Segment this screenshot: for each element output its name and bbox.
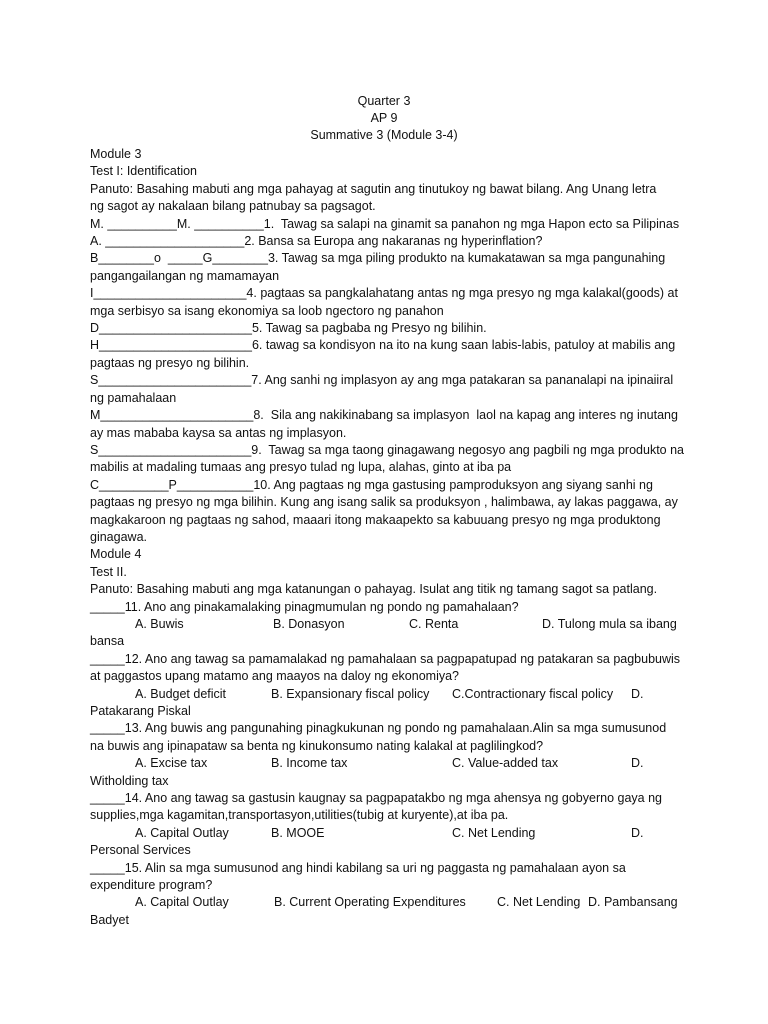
choice-c: C. Value-added tax: [452, 756, 559, 771]
choice-b: B. Income tax: [271, 756, 348, 771]
choice-a: A. Budget deficit: [135, 686, 227, 701]
choice-d: D.: [631, 686, 644, 701]
choices-row: [90, 894, 680, 911]
choice-a: A. Capital Outlay: [135, 895, 229, 910]
choice-continuation: Badyet: [90, 912, 129, 927]
choice-b: B. Current Operating Expenditures: [274, 895, 466, 910]
identification-line: pagtaas ng presyo ng mga bilihin. Kung ang isang salik sa produksyon , halimbawa, ay lakas paggawa, ay: [90, 495, 678, 510]
identification-line: H______________________6. tawag sa kondisyon na ito na kung saan labis-labis, patuloy at mabilis ang: [90, 338, 676, 353]
question-stem: na buwis ang ipinapataw sa benta ng kinukonsumo nating kalakal at paglilingkod?: [90, 738, 544, 753]
worksheet-body: [90, 146, 685, 929]
module3-heading: Module 3: [90, 147, 142, 161]
identification-line: M. __________M. __________1. Tawag sa salapi na ginamit sa panahon ng mga Hapon ecto sa Pilipinas: [90, 216, 680, 231]
choice-continuation: Patakarang Piskal: [90, 703, 191, 718]
choice-d: D.: [631, 825, 644, 840]
test2-heading: Test II.: [90, 564, 127, 579]
choice-a: A. Excise tax: [135, 756, 208, 771]
choice-d: D. Pambansang: [588, 895, 678, 910]
choice-c: C. Net Lending: [452, 825, 536, 840]
question-stem: expenditure program?: [90, 878, 213, 892]
choices-row: [90, 755, 680, 772]
module4-heading: Module 4: [90, 547, 142, 562]
choices-row: [90, 616, 680, 633]
choice-d: D. Tulong mula sa ibang: [542, 616, 677, 631]
test1-instructions-line1: Panuto: Basahing mabuti ang mga pahayag at sagutin ang tinutukoy ng bawat bilang. Ang Unang letra: [90, 181, 657, 196]
identification-line: pangangailangan ng mamamayan: [90, 268, 280, 283]
choice-d: D.: [631, 756, 644, 771]
choice-c: C. Net Lending: [497, 895, 581, 910]
choice-continuation: Witholding tax: [90, 773, 169, 788]
identification-line: B________o _____G________3. Tawag sa mga piling produkto na kumakatawan sa mga pangunahing: [90, 251, 666, 266]
choice-a: A. Buwis: [135, 616, 184, 631]
identification-line: S______________________9. Tawag sa mga taong ginagawang negosyo ang pagbili ng mga produkto na: [90, 442, 685, 457]
quarter-heading: Quarter 3: [357, 94, 411, 108]
identification-line: ay mas mababa kaysa sa antas ng implasyon.: [90, 425, 347, 440]
summative-heading: Summative 3 (Module 3-4): [310, 128, 458, 142]
choice-continuation: bansa: [90, 634, 125, 649]
identification-line: S______________________7. Ang sanhi ng implasyon ay ang mga patakaran sa pananalapi na ipinaiiral: [90, 373, 674, 388]
question-stem: _____12. Ano ang tawag sa pamamalakad ng pamahalaan sa pagpapatupad ng patakaran sa pagbubuwis: [90, 651, 681, 666]
choice-c: C.Contractionary fiscal policy: [452, 686, 614, 701]
choice-b: B. MOOE: [271, 825, 325, 840]
question-stem: _____11. Ano ang pinakamalaking pinagmumulan ng pondo ng pamahalaan?: [90, 599, 519, 614]
test2-instructions: Panuto: Basahing mabuti ang mga katanungan o pahayag. Isulat ang titik ng tamang sagot sa patlang.: [90, 582, 658, 597]
identification-line: mga serbisyo sa isang ekonomiya sa loob ngectoro ng panahon: [90, 303, 444, 318]
choices-row: [90, 686, 680, 703]
question-stem: _____15. Alin sa mga sumusunod ang hindi kabilang sa uri ng paggasta ng pamahalaan ayon sa: [90, 860, 626, 875]
test1-heading: Test I: Identification: [90, 164, 198, 179]
identification-line: D______________________5. Tawag sa pagbaba ng Presyo ng bilihin.: [90, 321, 487, 336]
identification-line: pagtaas ng presyo ng bilihin.: [90, 355, 250, 370]
subject-heading: AP 9: [370, 111, 398, 125]
question-stem: supplies,mga kagamitan,transportasyon,utilities(tubig at kuryente),at iba pa.: [90, 808, 509, 823]
identification-line: ng pamahalaan: [90, 390, 177, 405]
question-stem: _____13. Ang buwis ang pangunahing pinagkukunan ng pondo ng pamahalaan.Alin sa mga sumusunod: [90, 721, 667, 736]
identification-line: A. ____________________2. Bansa sa Europa ang nakaranas ng hyperinflation?: [90, 234, 543, 249]
choice-continuation: Personal Services: [90, 843, 191, 858]
identification-line: ginagawa.: [90, 529, 147, 544]
identification-line: C__________P___________10. Ang pagtaas ng mga gastusing pamproduksyon ang siyang sanhi ng: [90, 477, 653, 492]
question-stem: _____14. Ano ang tawag sa gastusin kaugnay sa pagpapatakbo ng mga ahensya ng gobyerno gaya ng: [90, 790, 662, 805]
choices-row: [90, 825, 680, 842]
identification-line: mabilis at madaling tumaas ang presyo tulad ng lupa, alahas, ginto at iba pa: [90, 460, 512, 475]
choice-b: B. Expansionary fiscal policy: [271, 686, 430, 701]
identification-line: I______________________4. pagtaas sa pangkalahatang antas ng mga presyo ng mga kalakal(goods) at: [90, 286, 678, 301]
test1-instructions-line2: ng sagot ay nakalaan bilang patnubay sa pagsagot.: [90, 199, 376, 214]
choice-a: A. Capital Outlay: [135, 825, 229, 840]
identification-line: magkakaroon ng pagtaas ng sahod, maaari itong makaapekto sa kabuuang presyo ng mga produktong: [90, 512, 661, 527]
choice-c: C. Renta: [409, 616, 459, 631]
choice-b: B. Donasyon: [273, 616, 345, 631]
question-stem: at paggastos upang matamo ang maayos na daloy ng ekonomiya?: [90, 669, 459, 684]
identification-line: M______________________8. Sila ang nakikinabang sa implasyon laol na kapag ang interes ng inutang: [90, 408, 678, 423]
